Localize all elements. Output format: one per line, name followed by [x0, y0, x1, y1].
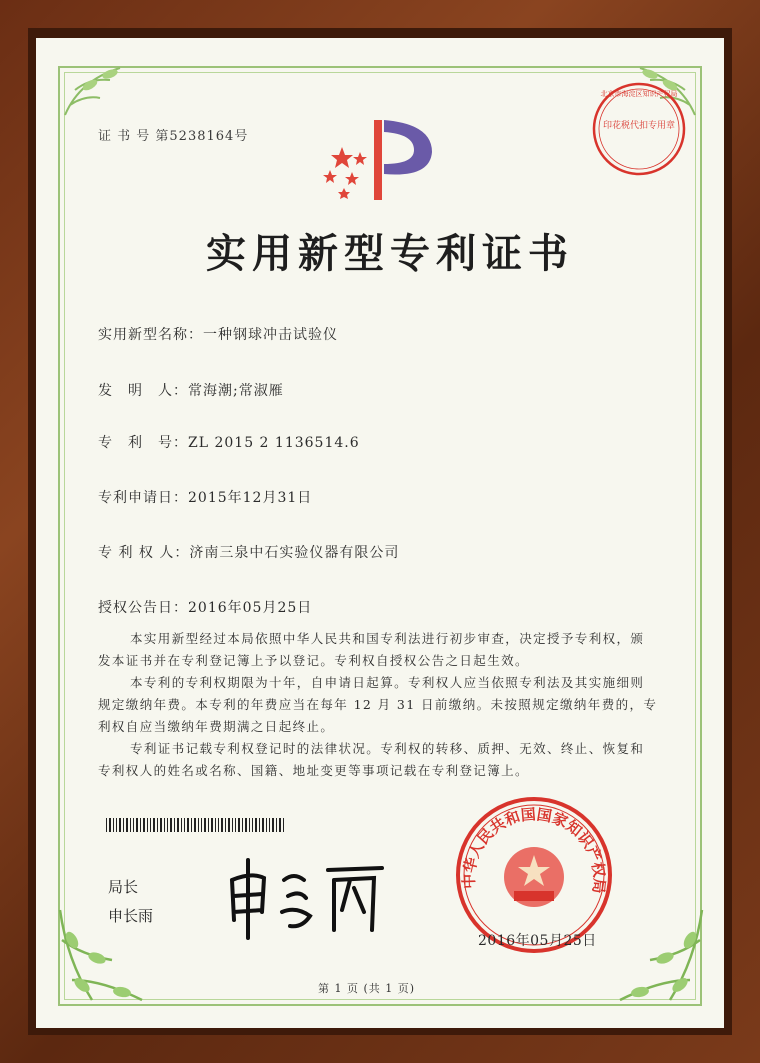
- corner-ornament-bottom-right: [600, 900, 710, 1010]
- field-grant-date-row: [98, 597, 312, 617]
- corner-ornament-top-left: [60, 60, 150, 120]
- field-patent-no-row: [98, 432, 360, 452]
- certificate-title: 实用新型专利证书: [206, 230, 574, 277]
- body-paragraph-2-line-2: 规定缴纳年费。本专利的年费应当在每年 12 月 31 日前缴纳。未按照规定缴纳年费的，专: [98, 697, 658, 712]
- apply-date-value: 2015年12月31日: [188, 490, 313, 506]
- patent-no-value: ZL 2015 2 1136514.6: [188, 435, 360, 451]
- national-seal-text: 中华人民共和国国家知识产权局: [459, 805, 609, 895]
- patent-office-logo-icon: [322, 112, 442, 204]
- seal-date: 2016年05月25日: [478, 933, 597, 949]
- body-paragraph-1-line-1: 本实用新型经过本局依照中华人民共和国专利法进行初步审查，决定授予专利权，颁: [130, 631, 645, 646]
- patent-no-label: 专 利 号：: [98, 435, 188, 451]
- body-paragraph-3-line-2: 专利权人的姓名或名称、国籍、地址变更等事项记载在专利登记簿上。: [98, 763, 529, 778]
- patent-holder-value: 济南三泉中石实验仪器有限公司: [189, 545, 400, 561]
- grant-date-value: 2016年05月25日: [188, 600, 313, 616]
- body-paragraph-1-line-2: 发本证书并在专利登记簿上予以登记。专利权自授权公告之日起生效。: [98, 653, 529, 668]
- body-paragraph-2-line-1: 本专利的专利权期限为十年，自申请日起算。专利权人应当依照专利法及其实施细则: [130, 675, 645, 690]
- cert-no-label: 证 书 号 第: [98, 129, 170, 144]
- barcode-icon: [106, 818, 284, 832]
- body-paragraph-3-line-1: 专利证书记载专利权登记时的法律状况。专利权的转移、质押、无效、终止、恢复和: [130, 741, 645, 756]
- grant-date-label: 授权公告日：: [98, 600, 188, 616]
- field-holder-row: [98, 542, 399, 562]
- page-number: 第 1 页 (共 1 页): [318, 982, 416, 995]
- tax-seal-icon: [590, 80, 688, 178]
- field-apply-date-row: [98, 487, 312, 507]
- handwritten-signature: [222, 850, 392, 940]
- utility-model-name-label: 实用新型名称：: [98, 327, 203, 343]
- field-inventor-row: [98, 380, 284, 400]
- apply-date-label: 专利申请日：: [98, 490, 188, 506]
- certificate-number: [98, 125, 248, 144]
- body-paragraph-2-line-3: 利权自应当缴纳年费期满之日起终止。: [98, 719, 335, 734]
- inventor-label: 发 明 人：: [98, 383, 188, 399]
- cert-no-suffix: 号: [234, 129, 249, 144]
- utility-model-name-value: 一种钢球冲击试验仪: [203, 327, 338, 343]
- tax-seal-inner-text: 印花税代扣专用章: [602, 121, 676, 131]
- cert-no-value: 5238164: [169, 129, 235, 144]
- patent-holder-label: 专 利 权 人：: [98, 545, 190, 561]
- director-name: 申长雨: [108, 907, 154, 925]
- inventor-value: 常海潮;常淑雁: [188, 383, 284, 399]
- director-role: 局长: [108, 878, 139, 896]
- field-name-row: [98, 324, 338, 344]
- tax-seal-outer-text: 北京市海淀区知识产权局: [600, 90, 678, 98]
